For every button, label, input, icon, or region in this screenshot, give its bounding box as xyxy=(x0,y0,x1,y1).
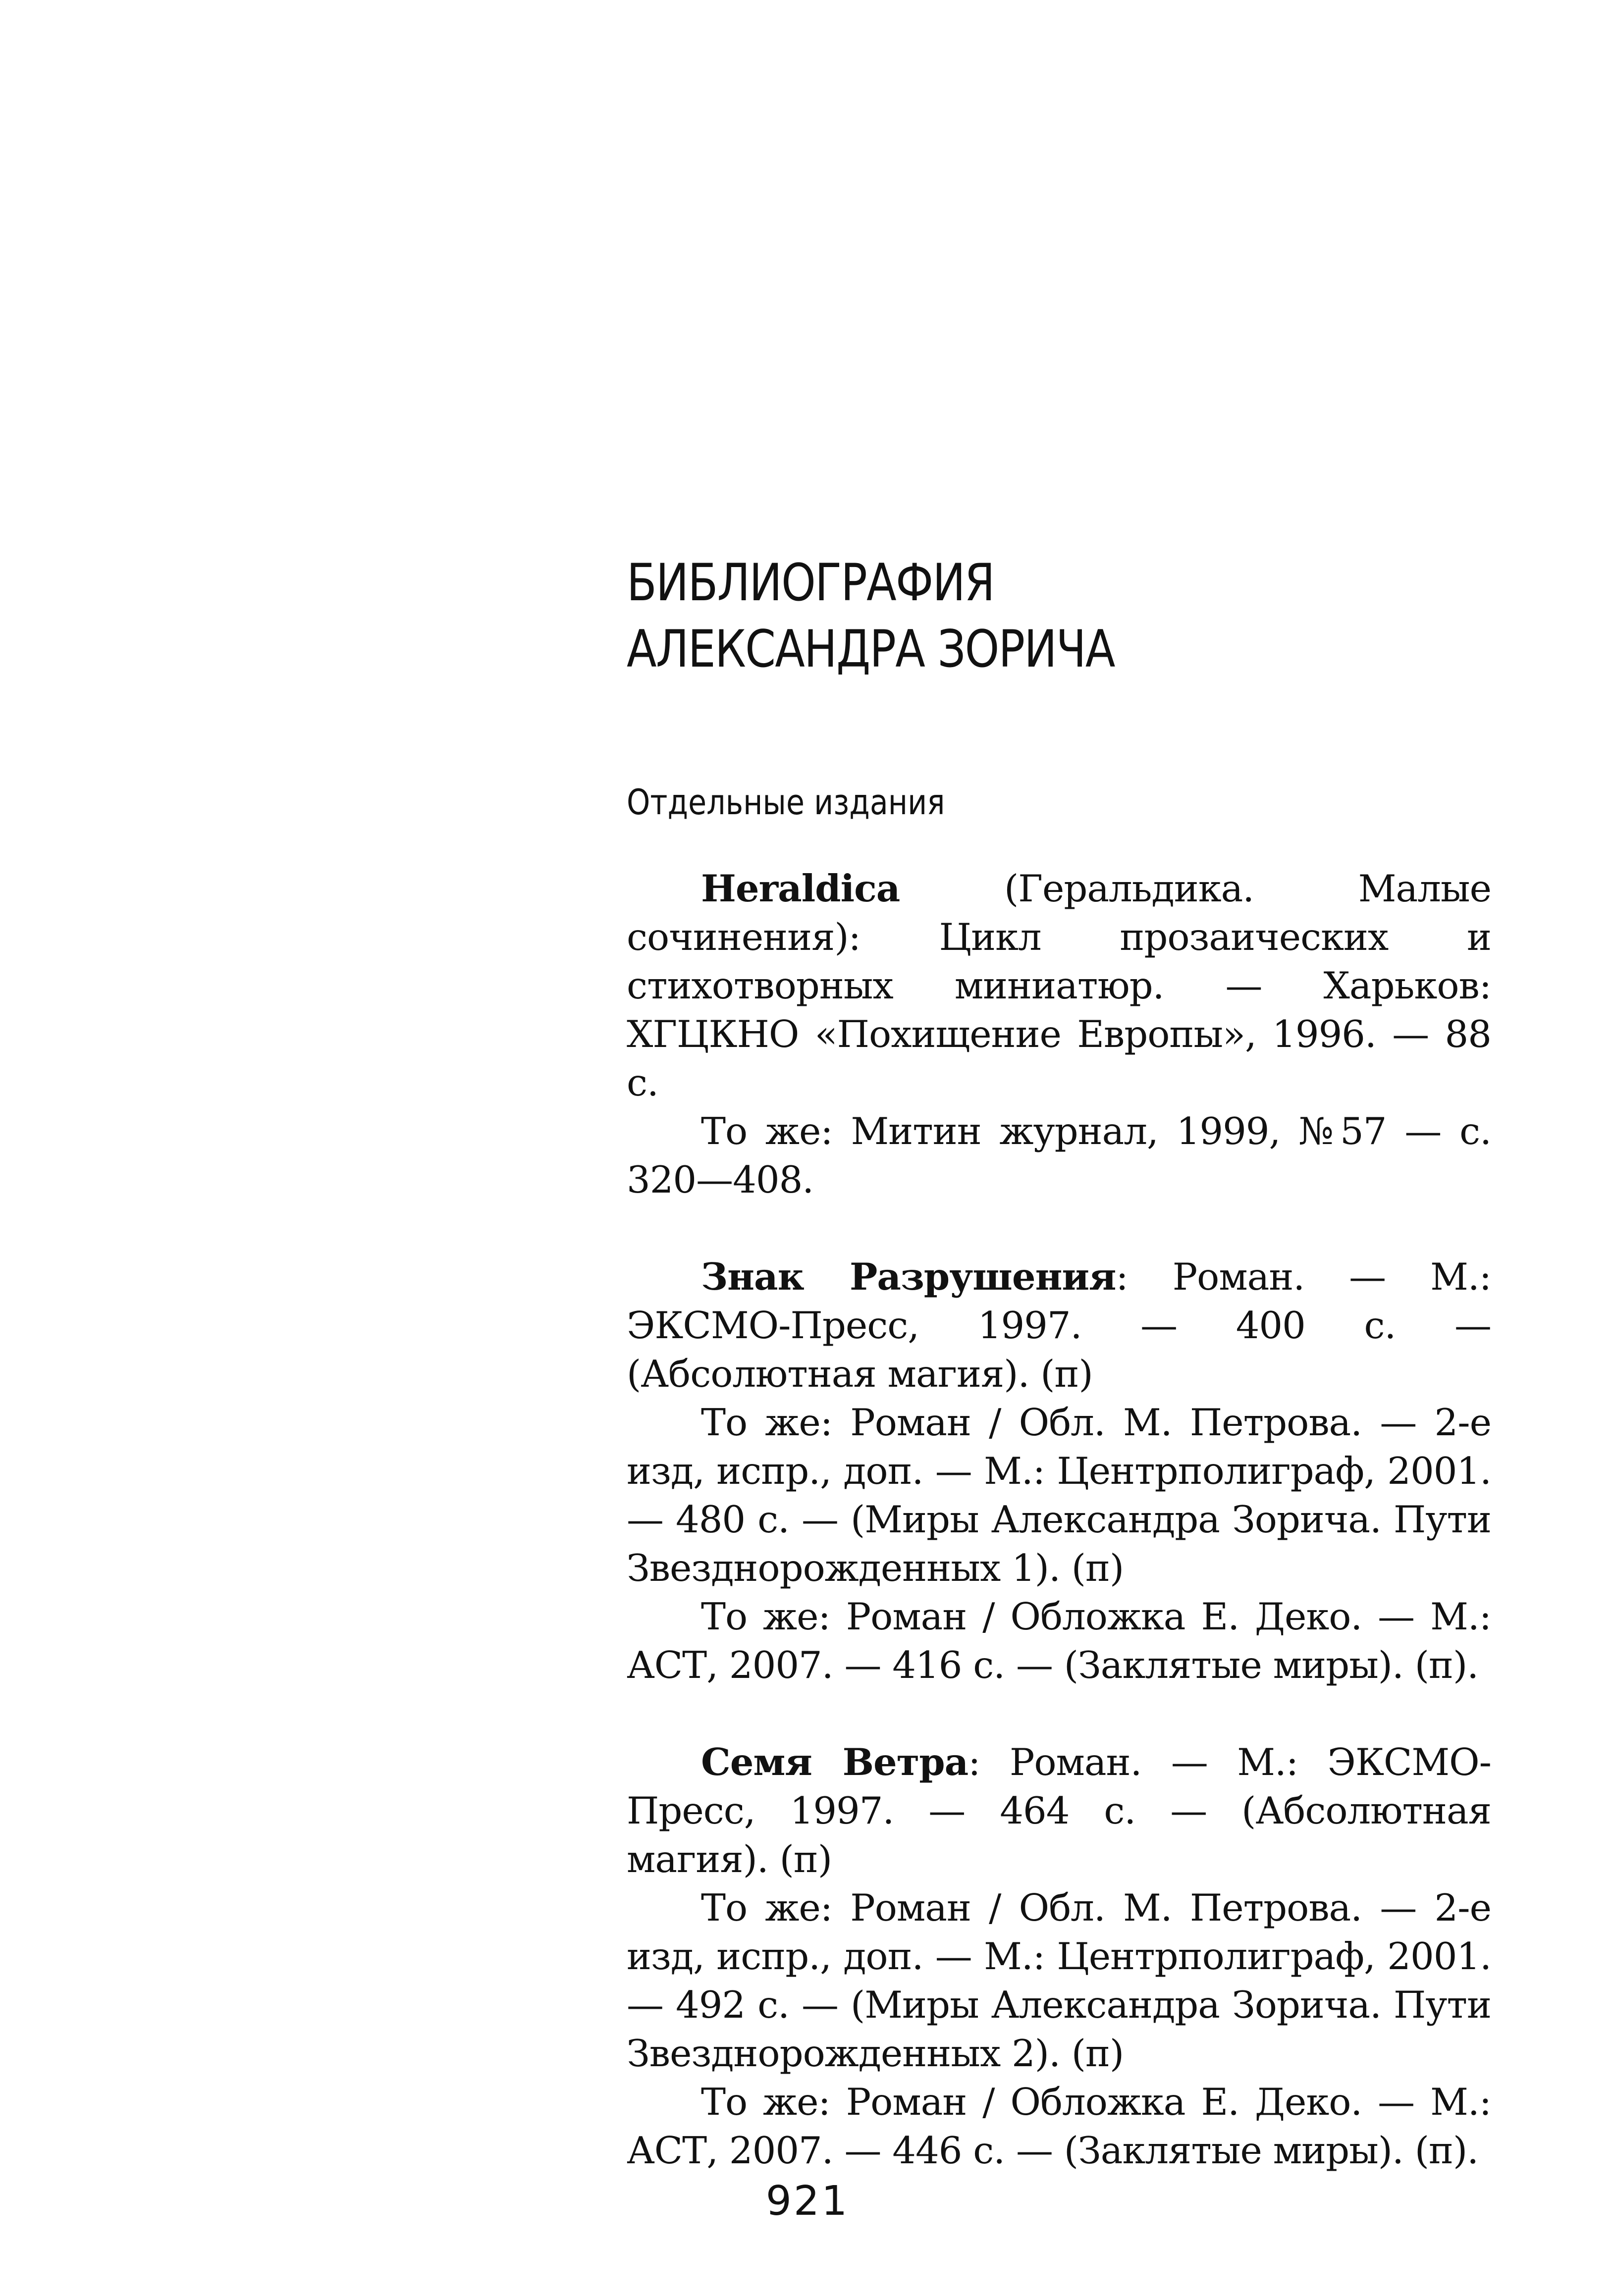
entry-reprint: То же: Роман / Обл. М. Петрова. — 2-е изд, испр., доп. — М.: Центрполиграф, 2001. — 492 с. — (Миры Александра Зорича. Пути Звезднорожденных 2). (п) xyxy=(627,1886,1491,2075)
entry-reprint: То же: Роман / Обложка Е. Деко. — М.: АСТ, 2007. — 446 с. — (Заклятые миры). (п). xyxy=(627,2080,1491,2172)
entry-description: (Геральдика. Малые сочинения): Цикл прозаических и стихотворных миниатюр. — Харьков: ХГЦКНО «Похищение Европы», 1996. — 88 с. xyxy=(627,867,1491,1104)
entry-main xyxy=(627,1252,1491,1398)
entry-description: : Роман. — М.: ЭКСМО-Пресс, 1997. — 464 с. — (Абсолютная магия). (п) xyxy=(627,1740,1491,1881)
entry-title: Heraldica xyxy=(701,867,900,910)
entry-reprint: То же: Роман / Обл. М. Петрова. — 2-е изд, испр., доп. — М.: Центрполиграф, 2001. — 480 с. — (Миры Александра Зорича. Пути Звезднорожденных 1). (п) xyxy=(627,1401,1491,1590)
page-title-line-1: БИБЛИОГРАФИЯ xyxy=(627,553,994,613)
bibliography-entry xyxy=(627,1252,1491,1689)
entry-description: : Роман. — М.: ЭКСМО-Пресс, 1997. — 400 с. — (Абсолютная магия). (п) xyxy=(627,1255,1491,1396)
page-title xyxy=(627,550,1436,682)
entry-title: Знак Разрушения xyxy=(701,1255,1116,1299)
bibliography-list xyxy=(627,864,1491,2223)
entry-reprint: То же: Роман / Обложка Е. Деко. — М.: АСТ, 2007. — 416 с. — (Заклятые миры). (п). xyxy=(627,1595,1491,1687)
entry-main xyxy=(627,864,1491,1107)
entry-reprint: То же: Митин журнал, 1999, №57 — с. 320—408. xyxy=(627,1109,1491,1201)
entry-title: Семя Ветра xyxy=(701,1740,968,1784)
page-title-line-2: АЛЕКСАНДРА ЗОРИЧА xyxy=(627,620,1115,679)
bibliography-entry xyxy=(627,1738,1491,2175)
entry-main xyxy=(627,1738,1491,1883)
bibliography-entry xyxy=(627,864,1491,1204)
page-number: 921 xyxy=(765,2178,850,2225)
section-heading: Отдельные издания xyxy=(627,782,945,823)
